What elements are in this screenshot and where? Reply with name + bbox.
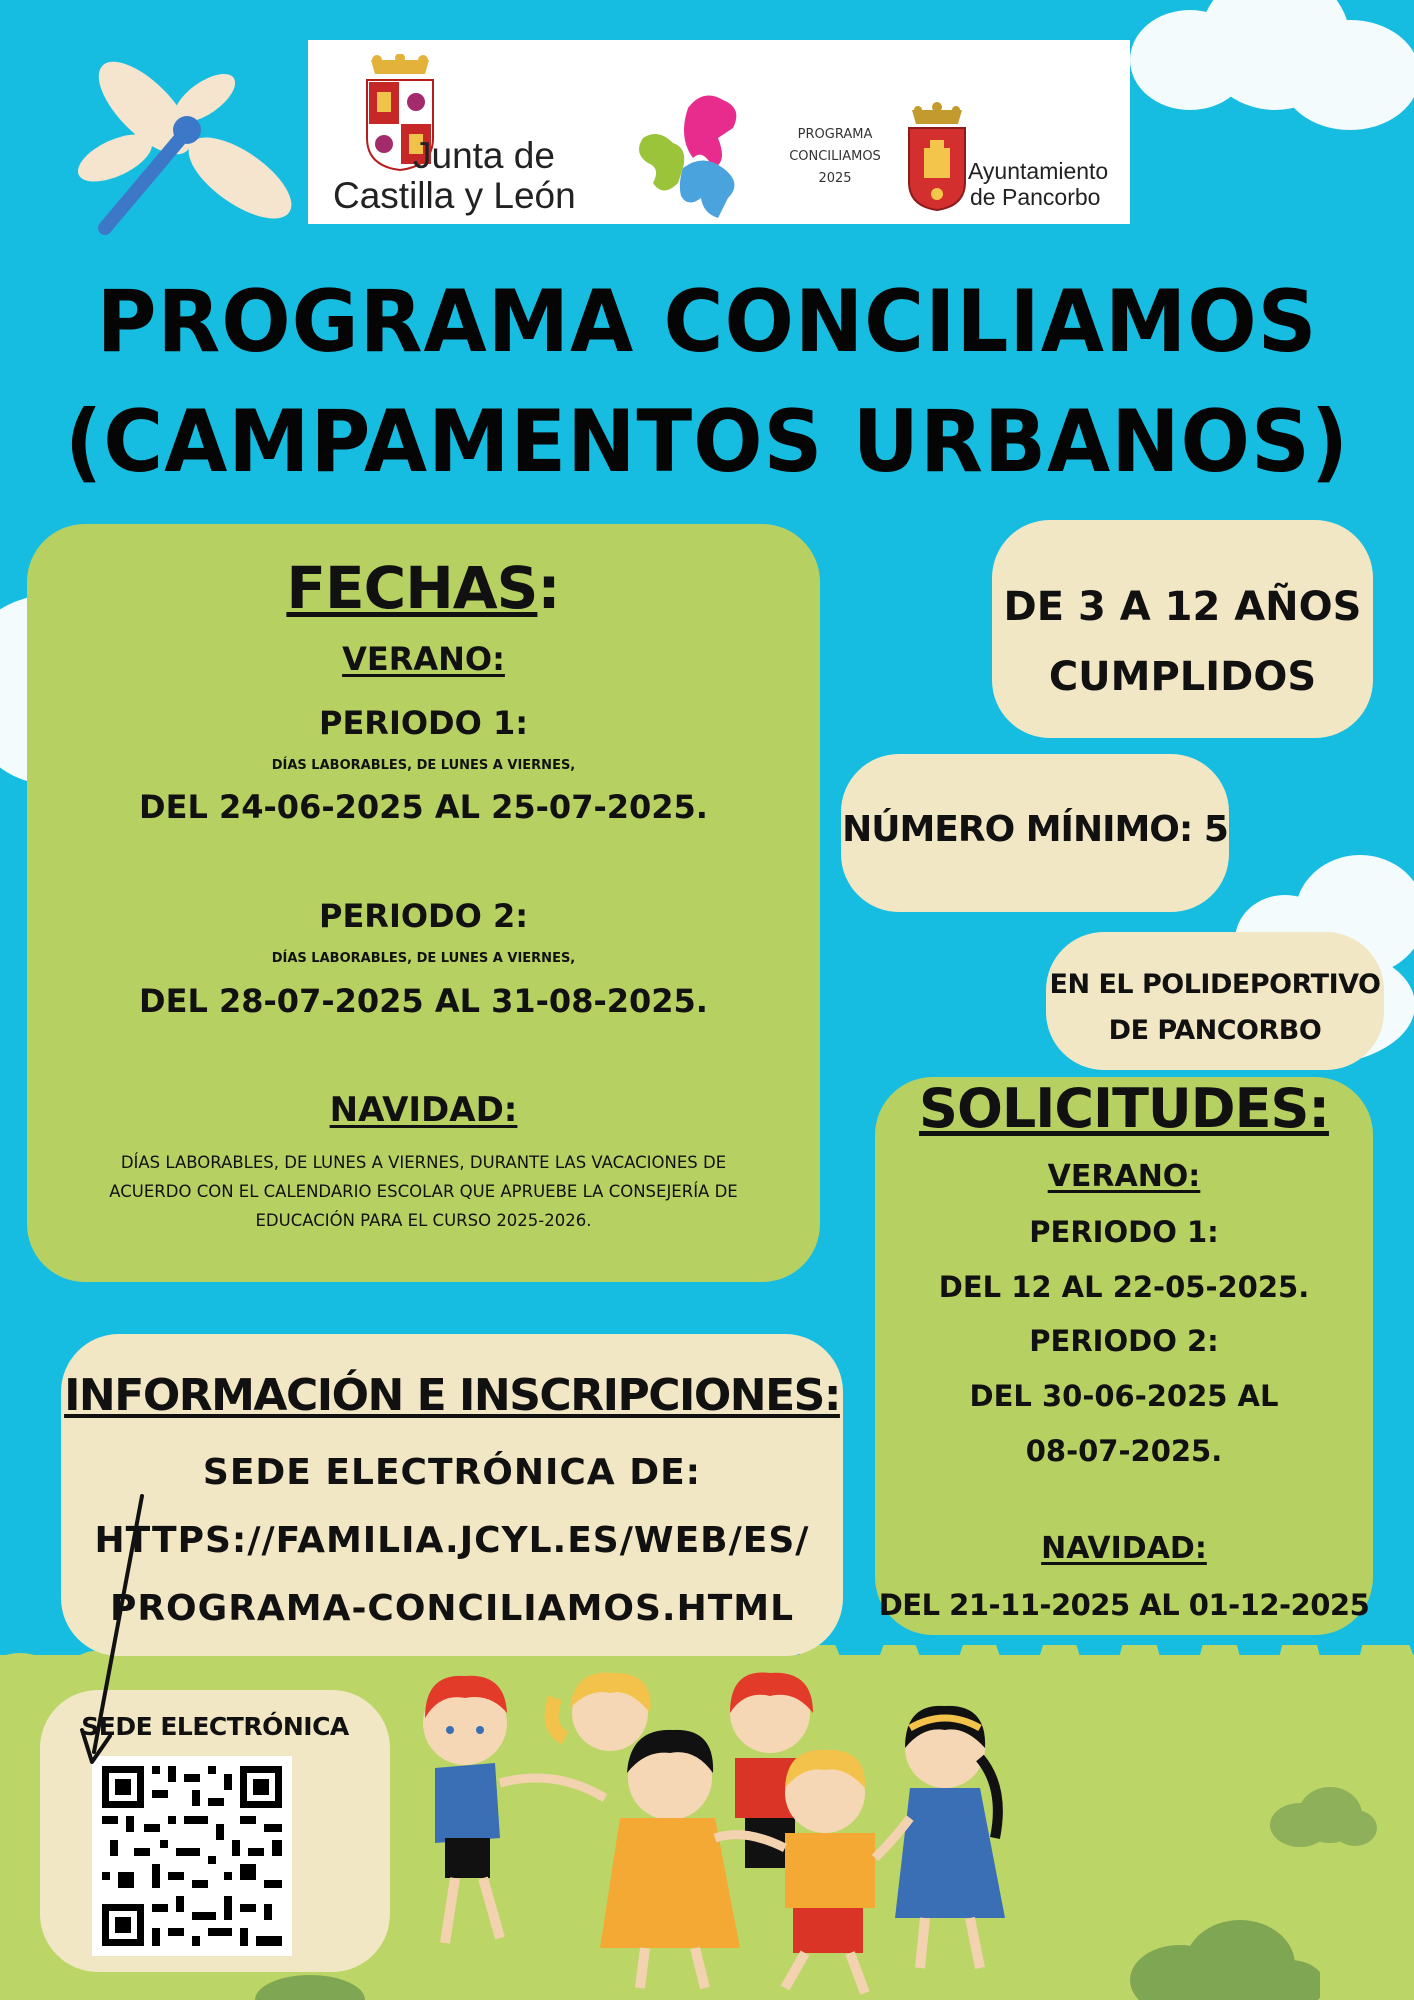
solicitudes-periodo2-label: PERIODO 2: [1029, 1324, 1219, 1358]
location-text [1046, 962, 1384, 1054]
ayto-line2: de Pancorbo [970, 184, 1101, 210]
info-url-line1[interactable]: HTTPS://FAMILIA.JCYL.ES/WEB/ES/ [94, 1520, 810, 1561]
programa-logo-text [770, 124, 900, 190]
solicitudes-panel [875, 1077, 1373, 1635]
children-dancing-illustration [405, 1668, 1045, 2000]
conciliamos-figures-icon [633, 88, 768, 223]
dragonfly-icon [55, 38, 305, 248]
solicitudes-periodo2-dates-line1: DEL 30-06-2025 AL [969, 1379, 1279, 1413]
fechas-navidad-text [27, 1148, 820, 1235]
fechas-navidad-line3: EDUCACIÓN PARA EL CURSO 2025-2026. [255, 1211, 592, 1230]
bush-icon [1260, 1780, 1380, 1850]
location-panel [1046, 932, 1384, 1070]
fechas-heading-colon: : [537, 554, 561, 622]
location-line2: DE PANCORBO [1108, 1015, 1322, 1046]
solicitudes-navidad-dates: DEL 21-11-2025 AL 01-12-2025 [878, 1588, 1370, 1622]
fechas-navidad-line2: ACUERDO CON EL CALENDARIO ESCOLAR QUE APRUEBE LA CONSEJERÍA DE [109, 1182, 738, 1201]
programa-line1: PROGRAMA [797, 127, 873, 142]
fechas-navidad-label: NAVIDAD: [329, 1090, 518, 1130]
info-line1: SEDE ELECTRÓNICA DE: [202, 1452, 702, 1493]
solicitudes-periodo2-dates-line2: 08-07-2025. [1025, 1434, 1223, 1468]
qr-code-graphic [92, 1756, 292, 1956]
fechas-periodo1-note: DÍAS LABORABLES, DE LUNES A VIERNES, [271, 758, 576, 773]
fechas-panel [27, 524, 820, 1282]
age-text [992, 572, 1373, 712]
bush-icon [1120, 1920, 1320, 2000]
jcyl-logo-text [333, 136, 623, 216]
ayto-line1: Ayuntamiento [968, 158, 1109, 184]
age-line1: DE 3 A 12 AÑOS [1003, 584, 1362, 630]
fechas-periodo2-dates: DEL 28-07-2025 AL 31-08-2025. [139, 982, 708, 1020]
logo-bar [308, 40, 1130, 224]
minimum-text: NÚMERO MÍNIMO: 5 [842, 809, 1228, 850]
fechas-heading [27, 554, 820, 622]
page-title-line2: (CAMPAMENTOS URBANOS) [64, 392, 1350, 492]
fechas-heading-text: FECHAS [286, 554, 538, 622]
solicitudes-heading: SOLICITUDES: [919, 1077, 1329, 1140]
solicitudes-periodo1-label: PERIODO 1: [1029, 1215, 1219, 1249]
solicitudes-navidad-label: NAVIDAD: [1041, 1531, 1207, 1566]
info-url-line2[interactable]: PROGRAMA-CONCILIAMOS.HTML [109, 1588, 795, 1629]
fechas-periodo2-note: DÍAS LABORABLES, DE LUNES A VIERNES, [271, 951, 576, 966]
cloud [1130, 0, 1414, 140]
jcyl-line2: Castilla y León [333, 175, 576, 216]
fechas-navidad-line1: DÍAS LABORABLES, DE LUNES A VIERNES, DURANTE LAS VACACIONES DE [120, 1153, 727, 1172]
qr-label: SEDE ELECTRÓNICA [81, 1712, 349, 1741]
fechas-periodo1-dates: DEL 24-06-2025 AL 25-07-2025. [139, 788, 708, 826]
age-line2: CUMPLIDOS [1048, 654, 1317, 700]
ayto-logo-text [968, 158, 1128, 210]
programa-line3: 2025 [818, 171, 852, 186]
age-panel [992, 520, 1373, 738]
minimum-panel [841, 754, 1229, 912]
solicitudes-periodo1-dates: DEL 12 AL 22-05-2025. [938, 1270, 1310, 1304]
fechas-verano-label: VERANO: [342, 640, 505, 678]
page-title-line1: PROGRAMA CONCILIAMOS [96, 272, 1318, 372]
fechas-periodo1-label: PERIODO 1: [318, 704, 529, 742]
info-panel [61, 1334, 843, 1656]
info-heading: INFORMACIÓN E INSCRIPCIONES: [64, 1370, 840, 1421]
jcyl-line1: Junta de [413, 135, 555, 176]
arrow-icon [80, 1490, 150, 1770]
programa-line2: CONCILIAMOS [789, 149, 881, 164]
qr-code-icon[interactable] [92, 1756, 292, 1956]
fechas-periodo2-label: PERIODO 2: [318, 897, 529, 935]
location-line1: EN EL POLIDEPORTIVO [1049, 969, 1381, 1000]
pancorbo-coat-of-arms-icon [906, 102, 968, 212]
solicitudes-verano-label: VERANO: [1047, 1159, 1201, 1194]
